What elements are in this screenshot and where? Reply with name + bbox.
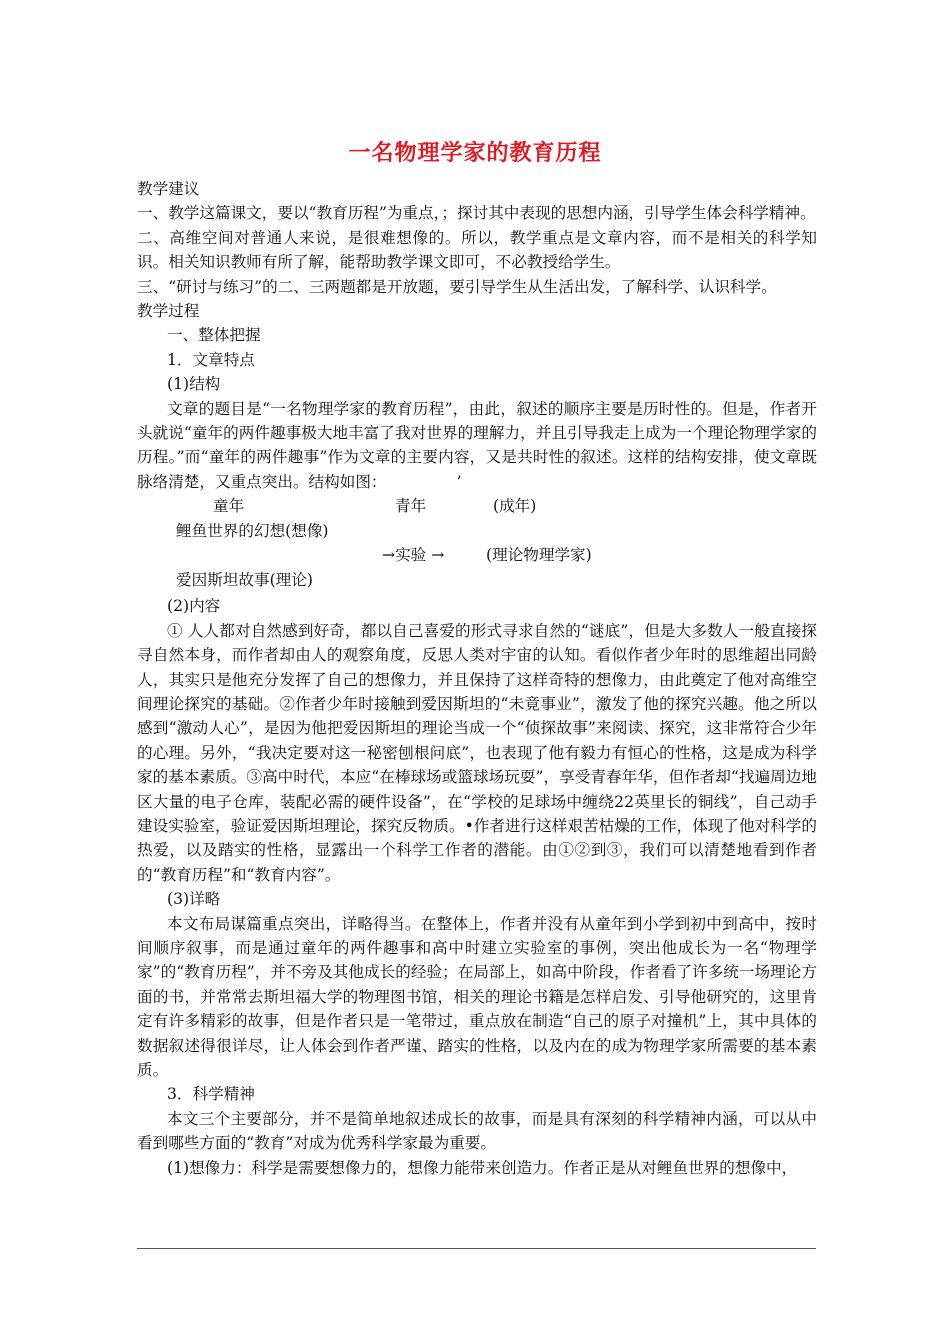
structure-diagram [137,494,817,594]
footer-divider [137,1248,816,1249]
subsection-features: 1．文章特点 [167,350,255,369]
paragraph-spirit: 本文三个主要部分，并不是简单地叙述成长的故事，而是具有深刻的科学精神内涵，可以从中看到哪些方面的“教育”对成为优秀科学家最为重要。 [137,1109,817,1153]
paragraph-detail: 本文布局谋篇重点突出，详略得当。在整体上，作者并没有从童年到小学到初中到高中，按时间顺序叙事，而是通过童年的两件趣事和高中时建立实验室的事例，突出他成长为一名“物理学家”的“教育历程”，并不旁及其他成长的经验；在局部上，如高中阶段，作者看了许多统一场理论方面的书，并常常去斯坦福大学的物理图书馆，相关的理论书籍是怎样启发、引导他研究的，这里肯定有许多精彩的故事，但是作者只是一笔带过，重点放在制造“自己的原子对撞机”上，其中具体的数据叙述得很详尽，让人体会到作者严谨、踏实的性格，以及内在的成为物理学家所需要的基本素质。 [137,914,817,1079]
subsection-content: (2)内容 [167,597,221,616]
diagram-physicist: (理论物理学家) [486,546,592,565]
subsection-detail: (3)详略 [167,890,221,909]
heading-suggestions: 教学建议 [137,180,200,198]
diagram-childhood: 童年 [213,497,245,516]
paragraph-structure: 文章的题目是“一名物理学家的教育历程”，由此，叙述的顺序主要是历时性的。但是，作者开头就说“童年的两件趣事极大地丰富了我对世界的理解力，并且引导我走上成为一个理论物理学家的历程。”而“童年的两件趣事”作为文章的主要内容，又是共时性的叙述。这样的结构安排，使文章既脉络清楚，又重点突出。结构如图： ’ [137,399,817,491]
diagram-adult: (成年) [493,497,537,516]
suggestion-3: 三、“研讨与练习”的二、三两题都是开放题，要引导学生从生活出发，了解科学、认识科学。 [137,277,777,296]
suggestion-2: 二、高维空间对普通人来说，是很难想像的。所以，教学重点是文章内容，而不是相关的科学知识。相关知识教师有所了解，能帮助教学课文即可，不必教授给学生。 [137,228,817,272]
section-overall: 一、整体把握 [167,326,261,345]
suggestion-1: 一、教学这篇课文，要以“教育历程”为重点，；探讨其中表现的思想内涵，引导学生体会科学精神。 [137,204,816,223]
heading-process: 教学过程 [137,302,200,321]
document-title: 一名物理学家的教育历程 [348,141,602,166]
diagram-youth: 青年 [395,497,427,516]
subsection-structure: (1)结构 [167,375,221,394]
document-body [137,177,817,1180]
paragraph-imagination: (1)想像力：科学是需要想像力的，想像力能带来创造力。作者正是从对鲤鱼世界的想像中， [167,1158,798,1177]
diagram-experiment: →实验 → [382,546,445,565]
subsection-spirit: 3．科学精神 [167,1085,255,1104]
paragraph-content: ① 人人都对自然感到好奇，都以自己喜爱的形式寻求自然的“谜底”，但是大多数人一般直接探寻自然本身，而作者却由人的观察角度，反思人类对宇宙的认知。看似作者少年时的思维超出同龄人，其实只是他充分发挥了自己的想像力，并且保持了这样奇特的想像力，由此奠定了他对高维空间理论探究的基础。②作者少年时接触到爱因斯坦的“未竟事业”，激发了他的探究兴趣。他之所以感到“激动人心”，是因为他把爱因斯坦的理论当成一个“侦探故事”来阅读、探究，这非常符合少年的心理。另外，“我决定要对这一秘密刨根问底”，也表现了他有毅力有恒心的性格，这是成为科学家的基本素质。③高中时代，本应“在棒球场或篮球场玩耍”，享受青春年华，但作者却“找遍周边地区大量的电子仓库，装配必需的硬件设备”，在“学校的足球场中缠绕22英里长的铜线”，自己动手建设实验室，验证爱因斯坦理论，探究反物质。•作者进行这样艰苦枯燥的工作，体现了他对科学的热爱，以及踏实的性格，显露出一个科学工作者的潜能。由①②到③，我们可以清楚地看到作者的“教育历程”和“教育内容”。 [137,621,817,884]
diagram-carp-fantasy: 鲤鱼世界的幻想(想像) [176,522,329,541]
diagram-einstein-story: 爱因斯坦故事(理论) [176,571,313,590]
